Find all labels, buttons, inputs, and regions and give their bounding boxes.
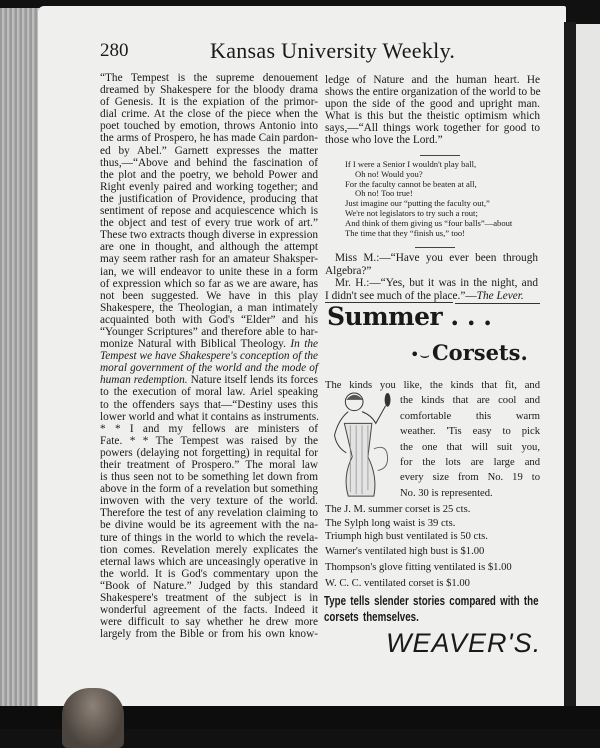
- ad-line: for the lots are large and: [400, 456, 540, 468]
- article-continuation: [325, 74, 540, 147]
- text-segment: Shakespere's treatment of the subject is in: [100, 592, 318, 605]
- text-line: [100, 568, 318, 580]
- text-segment: to the execution of moral law. Ariel speaking: [100, 386, 318, 399]
- price-item: Warner's ventilated high bust is $1.00: [325, 545, 485, 557]
- ad-line: the one that will suit you,: [400, 441, 540, 453]
- text-segment: acquainted both with God's “Elder” and his: [100, 313, 318, 326]
- text-line: [100, 556, 318, 568]
- price-item: Thompson's glove fitting ventilated is $1.00: [325, 561, 512, 573]
- text-line: [100, 84, 318, 96]
- text-line: [100, 471, 318, 483]
- text-line: ledge of Nature and the human heart. He: [325, 74, 540, 86]
- text-segment: of expression which so far as we are aware, has: [100, 277, 318, 290]
- text-line: [100, 447, 318, 459]
- text-line: [100, 302, 318, 314]
- text-segment: eternal laws which are unceasingly operative in: [100, 555, 318, 568]
- text-segment: These two extracts though diverse in expression: [100, 229, 318, 242]
- text-line: [100, 519, 318, 531]
- italic-text: moral government of the world and the mode of: [100, 362, 318, 375]
- text-line: [100, 350, 318, 362]
- text-segment: sentiment of repose and acquiescence which is: [100, 205, 318, 218]
- text-segment: the justification of Providence, producing that: [100, 192, 318, 205]
- text-segment: monize Natural with Biblical Theology.: [100, 338, 291, 351]
- joke-text: I didn't see much of the place.”—: [325, 289, 477, 302]
- text-segment: the object and test of every true work of art.”: [100, 217, 318, 230]
- text-segment: Fate. * * The Tempest was raised by the: [100, 434, 318, 447]
- joke-source: The Lever.: [476, 289, 524, 302]
- poem-line: Oh no! Too true!: [355, 188, 413, 199]
- publication-title: Kansas University Weekly.: [210, 38, 456, 63]
- text-line: [100, 193, 318, 205]
- text-line: [100, 374, 318, 386]
- text-segment: ture of things in the world to which the revela-: [100, 531, 318, 544]
- ad-line: The kinds you like, the kinds that fit, and: [325, 380, 540, 391]
- joke-line: Miss M.:—“Have you ever been through: [335, 252, 538, 264]
- text-line: [100, 72, 318, 84]
- poem-line: Just imagine our “putting the faculty out,”: [345, 198, 490, 209]
- ad-copy: [325, 378, 540, 501]
- italic-text: Tempest we have Shakespere's conception of the: [100, 350, 318, 363]
- text-line: [100, 96, 318, 108]
- text-line: [100, 435, 318, 447]
- text-line: [100, 278, 318, 290]
- text-line: [100, 205, 318, 217]
- text-line: [100, 592, 318, 604]
- next-page-edge: [576, 24, 600, 714]
- price-item: The Sylph long waist is 39 cts.: [325, 517, 456, 529]
- text-segment: ian, we will endeavor to unite these in a form: [100, 265, 318, 278]
- price-list: [325, 503, 545, 592]
- tagline-line: corsets themselves.: [324, 610, 419, 624]
- text-line: [100, 145, 318, 157]
- poem-line: Oh no! Would you?: [355, 168, 423, 179]
- text-segment: the arms of Prospero, he has made Cain pardon-: [100, 132, 318, 145]
- text-segment: thus,—“Above and behind the fascination of: [100, 156, 318, 169]
- text-line: [100, 604, 318, 616]
- text-line: [100, 544, 318, 556]
- joke-text: Mr. H.:—“Yes, but it was in the night, and: [335, 277, 538, 289]
- text-line: [100, 507, 318, 519]
- text-line: What is this but the theistic optimism which: [325, 110, 540, 123]
- joke-line: [325, 277, 538, 290]
- text-line: [100, 399, 318, 411]
- text-segment: of Genesis. It is the expiation of the primor-: [100, 96, 318, 109]
- text-line: [100, 181, 318, 193]
- text-segment: wonderful agreement of the facts. Indeed it: [100, 604, 318, 617]
- divider: [415, 247, 455, 248]
- ad-subheadline-text: Corsets.: [431, 340, 528, 365]
- text-line: [100, 169, 318, 181]
- text-line: [100, 266, 318, 278]
- text-line: [100, 580, 318, 592]
- text-line: [100, 108, 318, 120]
- joke-line: Algebra?”: [325, 264, 372, 277]
- text-segment: lower world and what it contains as instruments.: [100, 410, 319, 423]
- text-line: says,—“All things work together for good to: [325, 122, 540, 135]
- ad-line: No. 30 is represented.: [400, 487, 493, 499]
- text-segment: be divine would be its agreement with the na-: [100, 519, 318, 532]
- text-segment: dreamed by Shakespere for the bloody drama: [100, 84, 318, 97]
- text-segment: ed by Abel.” Garnett expresses the matter: [100, 144, 318, 157]
- text-line: [100, 411, 318, 423]
- poem-line: The time that they “finish us,” too!: [345, 227, 466, 238]
- tagline-line: Type tells slender stories compared with the: [324, 594, 539, 608]
- text-line: [100, 290, 318, 302]
- text-segment: “The Tempest is the supreme denouement: [100, 72, 318, 84]
- text-segment: tion comes. Revelation merely explicates the: [100, 543, 318, 556]
- price-item: Triumph high bust ventilated is 50 cts.: [325, 531, 488, 542]
- text-line: [100, 628, 318, 640]
- poem: [345, 160, 535, 238]
- text-segment: largely from the Bible or from his own know-: [100, 628, 318, 641]
- text-line: [100, 423, 318, 435]
- ad-subheadline: [410, 340, 528, 368]
- text-line: [100, 253, 318, 265]
- ad-line: the kinds that are cool and: [400, 395, 540, 407]
- text-segment: Therefore the test of any revelation claiming to: [100, 507, 318, 520]
- text-segment: * * I and my fellows are ministers of: [100, 422, 318, 435]
- text-line: [100, 132, 318, 144]
- text-line: those who love the Lord.”: [325, 134, 443, 147]
- swash-ornament-icon: •⌣: [410, 345, 430, 364]
- article-left-column: [100, 72, 318, 640]
- ad-line: every size from No. 19 to: [400, 472, 540, 484]
- text-line: [100, 241, 318, 253]
- text-line: [100, 495, 318, 507]
- text-segment: poet touched by emotion, throws Antonio into: [100, 120, 318, 133]
- text-line: [100, 616, 318, 628]
- text-line: [100, 229, 318, 241]
- price-item: The J. M. summer corset is 25 cts.: [325, 504, 471, 515]
- ad-line: weather. 'Tis easy to pick: [400, 426, 540, 438]
- book-page-edges: [0, 8, 40, 718]
- text-line: shows the entire organization of the world to be: [325, 86, 541, 99]
- text-segment: the plot and the poetry, we behold Power and: [100, 168, 318, 181]
- ad-line: comfortable this warm: [400, 410, 540, 422]
- joke: [325, 252, 538, 302]
- text-segment: inwoven with the very texture of the world.: [100, 495, 318, 508]
- text-segment: “Book of Nature.” Judged by this standard: [100, 579, 318, 592]
- text-line: [100, 217, 318, 229]
- text-line: [100, 314, 318, 326]
- text-line: [100, 326, 318, 338]
- joke-line: [325, 290, 538, 303]
- italic-text: In the: [290, 338, 318, 351]
- poem-line: We're not legislators to try such a rout;: [345, 207, 478, 218]
- text-segment: above in the form of a revelation but something: [100, 483, 318, 496]
- text-line: [100, 157, 318, 169]
- text-line: upon the side of the good and upright man.: [325, 98, 540, 111]
- store-name: WEAVER'S.: [386, 628, 542, 658]
- text-segment: may seem rather rash for an amateur Shaksper-: [100, 253, 318, 266]
- ad-headline: Summer . . .: [327, 302, 492, 331]
- thumb-holding-page: [62, 688, 124, 748]
- text-segment: dial crime. At the close of the piece when the: [100, 108, 318, 121]
- text-segment: “Younger Scriptures” and therefore able to har-: [100, 325, 318, 338]
- text-segment: to the offenders says that—“Destiny uses this: [100, 398, 318, 411]
- poem-line: And think of them giving us “four balls”—about: [345, 217, 513, 228]
- text-segment: the world. It is God's commentary upon the: [100, 567, 318, 580]
- text-line: [100, 386, 318, 398]
- poem-line: If I were a Senior I wouldn't play ball,: [345, 159, 477, 169]
- text-segment: were difficult to say whether he drew more: [100, 616, 318, 629]
- text-line: [100, 483, 318, 495]
- page-number: 280: [100, 40, 129, 61]
- text-segment: not been suggested. We have in this play: [100, 289, 318, 302]
- ad-tagline: [324, 593, 539, 625]
- text-segment: Right evenly paired and working together; and: [100, 180, 318, 193]
- text-line: [100, 120, 318, 132]
- text-line: [100, 362, 318, 374]
- text-segment: Shakespere, the Theologian, a man intimately: [100, 301, 318, 314]
- text-segment: is thus seen not to be something let down from: [100, 471, 318, 484]
- text-segment: are one in thought, and although the attempt: [100, 241, 318, 254]
- text-line: [100, 532, 318, 544]
- divider: [420, 155, 460, 156]
- text-segment: powers (delaying not forgetting) in requital for: [100, 446, 318, 459]
- text-segment: their treatment of Prospero.” The moral law: [100, 459, 318, 471]
- text-segment: Nature itself lends its forces: [187, 374, 319, 387]
- text-line: [100, 459, 318, 471]
- price-item: W. C. C. ventilated corset is $1.00: [325, 577, 470, 589]
- italic-text: human redemption.: [100, 374, 188, 387]
- text-line: [100, 338, 318, 350]
- poem-line: For the faculty cannot be beaten at all,: [345, 178, 477, 189]
- book-gutter-shadow: [564, 22, 576, 714]
